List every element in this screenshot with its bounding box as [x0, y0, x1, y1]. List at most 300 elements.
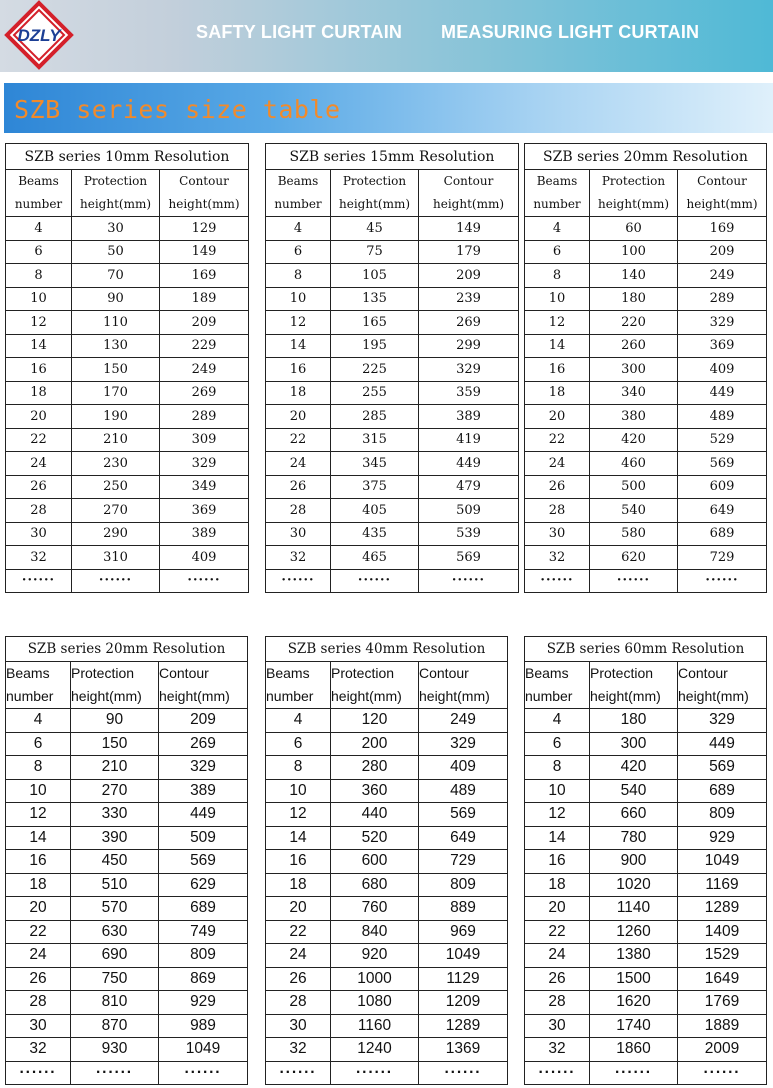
- table-cell: 1369: [419, 1038, 508, 1062]
- size-table-6: [524, 636, 767, 1085]
- table-cell: 180: [590, 709, 678, 733]
- table-row: [525, 803, 767, 827]
- table-row: [266, 1038, 508, 1062]
- table-cell: 690: [71, 944, 159, 968]
- table-cell: 45: [331, 217, 419, 241]
- table-cell: 30: [266, 1014, 331, 1038]
- table-cell: 28: [266, 991, 331, 1015]
- table-cell: 225: [331, 358, 419, 382]
- table-cell: 14: [6, 826, 71, 850]
- table-cell: 6: [6, 240, 72, 264]
- table-cell: 435: [331, 522, 419, 546]
- table-row: [266, 264, 519, 288]
- table-cell: 26: [525, 475, 590, 499]
- table-row: [525, 452, 767, 476]
- table-cell: 209: [160, 311, 249, 335]
- table-cell: 18: [525, 873, 590, 897]
- table-row: [266, 709, 508, 733]
- ellipsis-cell: ······: [72, 569, 160, 593]
- table-cell: 4: [525, 217, 590, 241]
- table-cell: 20: [266, 897, 331, 921]
- column-header-line: height(mm): [432, 197, 505, 211]
- table-cell: 32: [6, 1038, 71, 1062]
- table-cell: 440: [331, 803, 419, 827]
- table-cell: 269: [160, 381, 249, 405]
- column-header: [419, 170, 519, 217]
- ellipsis-cell: ······: [6, 569, 72, 593]
- table-cell: 369: [160, 499, 249, 523]
- column-header-line: number: [14, 197, 63, 211]
- table-cell: 209: [678, 240, 767, 264]
- column-header-line: Beams: [266, 665, 310, 681]
- table-cell: 16: [525, 358, 590, 382]
- table-cell: 8: [266, 756, 331, 780]
- table-row: [266, 522, 519, 546]
- table-cell: 16: [525, 850, 590, 874]
- table-cell: 100: [590, 240, 678, 264]
- ellipsis-cell: ······: [678, 569, 767, 593]
- table-cell: 8: [6, 756, 71, 780]
- table-header-row: [266, 170, 519, 217]
- table-cell: 509: [159, 826, 248, 850]
- table-cell: 4: [6, 709, 71, 733]
- table-cell: 1169: [678, 873, 767, 897]
- table-cell: 329: [419, 358, 519, 382]
- column-header: [525, 170, 590, 217]
- table-cell: 24: [6, 452, 72, 476]
- column-header-line: height(mm): [159, 688, 230, 704]
- column-header-line: Protection: [342, 174, 407, 188]
- table-row: [266, 452, 519, 476]
- table-cell: 750: [71, 967, 159, 991]
- table-row: [525, 311, 767, 335]
- column-header-line: number: [274, 197, 322, 211]
- size-table-2: [265, 143, 519, 593]
- table-cell: 1289: [678, 897, 767, 921]
- table-cell: 570: [71, 897, 159, 921]
- table-title-row: [525, 637, 767, 662]
- column-header: [6, 170, 72, 217]
- table-row: [6, 826, 248, 850]
- table-cell: 105: [331, 264, 419, 288]
- table-cell: 309: [160, 428, 249, 452]
- table-cell: 16: [266, 358, 331, 382]
- table-title-row: [266, 144, 519, 170]
- table-row: [6, 217, 249, 241]
- table-row: [6, 522, 249, 546]
- ellipsis-cell: ······: [6, 1061, 71, 1085]
- table-cell: 32: [266, 546, 331, 570]
- table-cell: 649: [419, 826, 508, 850]
- table-cell: 28: [6, 991, 71, 1015]
- column-header: [419, 662, 508, 709]
- table-cell: 929: [159, 991, 248, 1015]
- table-row: [6, 967, 248, 991]
- table-cell: 195: [331, 334, 419, 358]
- table-cell: 22: [266, 428, 331, 452]
- table-cell: 150: [72, 358, 160, 382]
- table-cell: 10: [525, 779, 590, 803]
- column-header: [678, 662, 767, 709]
- ellipsis-cell: ······: [590, 1061, 678, 1085]
- table-cell: 930: [71, 1038, 159, 1062]
- table-cell: 329: [678, 311, 767, 335]
- table-row: [6, 1038, 248, 1062]
- table-continuation-row: [525, 569, 767, 593]
- table-row: [266, 732, 508, 756]
- column-header: [159, 662, 248, 709]
- table-row: [266, 405, 519, 429]
- table-cell: 30: [6, 522, 72, 546]
- table-cell: 329: [159, 756, 248, 780]
- table-cell: 840: [331, 920, 419, 944]
- table-row: [6, 991, 248, 1015]
- table-cell: 630: [71, 920, 159, 944]
- table-title-row: [6, 637, 248, 662]
- table-row: [525, 405, 767, 429]
- table-cell: 869: [159, 967, 248, 991]
- table-row: [266, 897, 508, 921]
- table-cell: 30: [525, 1014, 590, 1038]
- table-cell: 1860: [590, 1038, 678, 1062]
- table-row: [266, 920, 508, 944]
- table-row: [6, 944, 248, 968]
- table-header-row: [525, 662, 767, 709]
- column-header: [72, 170, 160, 217]
- table-row: [525, 264, 767, 288]
- table-cell: 189: [160, 287, 249, 311]
- table-row: [6, 240, 249, 264]
- table-cell: 20: [525, 897, 590, 921]
- table-cell: 920: [331, 944, 419, 968]
- table-cell: 340: [590, 381, 678, 405]
- table-title-row: [525, 144, 767, 170]
- ellipsis-cell: ······: [160, 569, 249, 593]
- table-row: [266, 240, 519, 264]
- table-cell: 1080: [331, 991, 419, 1015]
- nav-safety-light-curtain[interactable]: SAFTY LIGHT CURTAIN: [196, 22, 403, 42]
- table-cell: 1020: [590, 873, 678, 897]
- table-cell: 1889: [678, 1014, 767, 1038]
- table-cell: 12: [525, 311, 590, 335]
- table-cell: 10: [6, 779, 71, 803]
- table-row: [266, 1014, 508, 1038]
- table-cell: 345: [331, 452, 419, 476]
- table-cell: 689: [159, 897, 248, 921]
- table-cell: 620: [590, 546, 678, 570]
- table-cell: 780: [590, 826, 678, 850]
- table-cell: 270: [72, 499, 160, 523]
- table-row: [6, 897, 248, 921]
- ellipsis-cell: ······: [71, 1061, 159, 1085]
- table-cell: 22: [6, 920, 71, 944]
- table-cell: 1649: [678, 967, 767, 991]
- table-row: [266, 358, 519, 382]
- column-header: [590, 170, 678, 217]
- table-cell: 200: [331, 732, 419, 756]
- table-cell: 809: [419, 873, 508, 897]
- column-header-line: height(mm): [597, 197, 670, 211]
- table-cell: 20: [266, 405, 331, 429]
- table-cell: 14: [6, 334, 72, 358]
- table-cell: 28: [525, 499, 590, 523]
- table-row: [525, 217, 767, 241]
- table-cell: 360: [331, 779, 419, 803]
- table-row: [266, 826, 508, 850]
- column-header: [678, 170, 767, 217]
- table-cell: 900: [590, 850, 678, 874]
- table-cell: 540: [590, 499, 678, 523]
- column-header-line: height(mm): [686, 197, 758, 211]
- table-cell: 18: [266, 381, 331, 405]
- column-header-line: height(mm): [678, 688, 749, 704]
- table-cell: 22: [525, 428, 590, 452]
- table-row: [525, 475, 767, 499]
- table-row: [266, 803, 508, 827]
- nav-measuring-light-curtain[interactable]: MEASURING LIGHT CURTAIN: [441, 22, 700, 42]
- table-title-row: [266, 637, 508, 662]
- column-header: [6, 662, 71, 709]
- table-cell: 150: [71, 732, 159, 756]
- column-header-line: number: [266, 688, 314, 704]
- table-cell: 30: [72, 217, 160, 241]
- table-cell: 250: [72, 475, 160, 499]
- table-cell: 389: [160, 522, 249, 546]
- table-cell: 870: [71, 1014, 159, 1038]
- column-header-line: Protection: [590, 665, 654, 681]
- column-header-line: Contour: [697, 174, 747, 188]
- table-cell: 419: [419, 428, 519, 452]
- table-cell: 149: [419, 217, 519, 241]
- table-cell: 1129: [419, 967, 508, 991]
- ellipsis-cell: ······: [678, 1061, 767, 1085]
- column-header-line: height(mm): [338, 197, 411, 211]
- table-cell: 409: [160, 546, 249, 570]
- table-cell: 12: [6, 803, 71, 827]
- column-header-line: Contour: [443, 174, 494, 188]
- table-cell: 20: [6, 897, 71, 921]
- table-row: [6, 499, 249, 523]
- table-row: [525, 522, 767, 546]
- table-cell: 729: [419, 850, 508, 874]
- table-cell: 359: [419, 381, 519, 405]
- table-cell: 349: [160, 475, 249, 499]
- table-cell: 4: [6, 217, 72, 241]
- column-header-line: Beams: [277, 174, 319, 188]
- table-cell: 569: [678, 452, 767, 476]
- table-cell: 330: [71, 803, 159, 827]
- column-header-line: Protection: [601, 174, 666, 188]
- table-cell: 1380: [590, 944, 678, 968]
- table-cell: 135: [331, 287, 419, 311]
- table-cell: 22: [525, 920, 590, 944]
- table-cell: 140: [590, 264, 678, 288]
- table-cell: 32: [525, 546, 590, 570]
- section-banner: [4, 83, 773, 133]
- table-cell: 1529: [678, 944, 767, 968]
- column-header: [331, 662, 419, 709]
- table-row: [6, 546, 249, 570]
- size-table-1: [5, 143, 249, 593]
- table-row: [266, 944, 508, 968]
- column-header: [266, 170, 331, 217]
- size-table-3: [524, 143, 767, 593]
- table-row: [525, 967, 767, 991]
- table-cell: 229: [160, 334, 249, 358]
- table-cell: 1240: [331, 1038, 419, 1062]
- table-cell: 24: [525, 944, 590, 968]
- table-cell: 26: [6, 967, 71, 991]
- table-row: [525, 1038, 767, 1062]
- table-cell: 70: [72, 264, 160, 288]
- table-cell: 30: [266, 522, 331, 546]
- table-cell: 4: [266, 709, 331, 733]
- table-cell: 24: [266, 452, 331, 476]
- table-cell: 90: [71, 709, 159, 733]
- table-cell: 26: [266, 967, 331, 991]
- table-cell: 20: [525, 405, 590, 429]
- table-cell: 32: [266, 1038, 331, 1062]
- table-cell: 1049: [419, 944, 508, 968]
- column-header-line: Contour: [678, 665, 728, 681]
- table-cell: 689: [678, 522, 767, 546]
- table-cell: 12: [266, 311, 331, 335]
- table-continuation-row: [6, 569, 249, 593]
- table-cell: 315: [331, 428, 419, 452]
- table-continuation-row: [266, 1061, 508, 1085]
- column-header-line: Beams: [18, 174, 59, 188]
- table-cell: 170: [72, 381, 160, 405]
- table-cell: 1049: [678, 850, 767, 874]
- table-cell: 489: [419, 779, 508, 803]
- table-cell: 24: [6, 944, 71, 968]
- table-row: [525, 944, 767, 968]
- table-cell: 12: [525, 803, 590, 827]
- table-row: [6, 381, 249, 405]
- column-header-line: number: [533, 197, 581, 211]
- table-cell: 405: [331, 499, 419, 523]
- ellipsis-cell: ······: [419, 569, 519, 593]
- table-cell: 569: [419, 803, 508, 827]
- table-cell: 689: [678, 779, 767, 803]
- table-cell: 6: [266, 240, 331, 264]
- table-cell: 16: [6, 850, 71, 874]
- column-header-line: height(mm): [168, 197, 240, 211]
- table-cell: 929: [678, 826, 767, 850]
- table-cell: 270: [71, 779, 159, 803]
- table-cell: 10: [525, 287, 590, 311]
- table-header-row: [525, 170, 767, 217]
- table-cell: 289: [160, 405, 249, 429]
- table-row: [525, 756, 767, 780]
- table-cell: 26: [6, 475, 72, 499]
- table-cell: 165: [331, 311, 419, 335]
- table-cell: 375: [331, 475, 419, 499]
- table-cell: 10: [266, 779, 331, 803]
- size-table-4: [5, 636, 248, 1085]
- table-cell: 510: [71, 873, 159, 897]
- table-title: SZB series 10mm Resolution: [6, 144, 249, 170]
- table-cell: 539: [419, 522, 519, 546]
- table-cell: 8: [525, 756, 590, 780]
- table-cell: 380: [590, 405, 678, 429]
- table-title-row: [6, 144, 249, 170]
- table-row: [6, 287, 249, 311]
- table-cell: 14: [266, 826, 331, 850]
- table-cell: 10: [6, 287, 72, 311]
- table-header-row: [6, 170, 249, 217]
- table-cell: 500: [590, 475, 678, 499]
- table-cell: 449: [678, 381, 767, 405]
- table-cell: 6: [266, 732, 331, 756]
- column-header-line: number: [525, 688, 573, 704]
- table-row: [266, 546, 519, 570]
- table-cell: 269: [419, 311, 519, 335]
- table-cell: 239: [419, 287, 519, 311]
- table-title: SZB series 40mm Resolution: [266, 637, 508, 662]
- table-cell: 269: [159, 732, 248, 756]
- table-row: [266, 850, 508, 874]
- table-cell: 180: [590, 287, 678, 311]
- table-row: [525, 1014, 767, 1038]
- table-row: [525, 873, 767, 897]
- table-cell: 255: [331, 381, 419, 405]
- table-cell: 810: [71, 991, 159, 1015]
- table-row: [525, 546, 767, 570]
- table-cell: 889: [419, 897, 508, 921]
- table-row: [525, 381, 767, 405]
- column-header-line: number: [6, 688, 54, 704]
- table-row: [6, 756, 248, 780]
- table-row: [6, 779, 248, 803]
- table-cell: 8: [6, 264, 72, 288]
- column-header-line: height(mm): [79, 197, 152, 211]
- table-row: [525, 287, 767, 311]
- site-header: [0, 0, 773, 72]
- table-cell: 2009: [678, 1038, 767, 1062]
- table-cell: 509: [419, 499, 519, 523]
- table-cell: 680: [331, 873, 419, 897]
- table-cell: 300: [590, 358, 678, 382]
- column-header-line: height(mm): [331, 688, 402, 704]
- column-header: [590, 662, 678, 709]
- table-row: [266, 499, 519, 523]
- table-row: [525, 499, 767, 523]
- table-cell: 60: [590, 217, 678, 241]
- column-header: [331, 170, 419, 217]
- table-row: [266, 873, 508, 897]
- table-cell: 420: [590, 756, 678, 780]
- table-cell: 8: [525, 264, 590, 288]
- table-cell: 18: [266, 873, 331, 897]
- column-header-line: Beams: [525, 665, 569, 681]
- table-row: [525, 240, 767, 264]
- table-cell: 75: [331, 240, 419, 264]
- table-row: [266, 428, 519, 452]
- table-row: [6, 803, 248, 827]
- table-row: [6, 920, 248, 944]
- table-cell: 540: [590, 779, 678, 803]
- table-cell: 729: [678, 546, 767, 570]
- table-cell: 420: [590, 428, 678, 452]
- table-cell: 660: [590, 803, 678, 827]
- table-cell: 220: [590, 311, 678, 335]
- table-title: SZB series 15mm Resolution: [266, 144, 519, 170]
- table-cell: 249: [160, 358, 249, 382]
- table-row: [6, 475, 249, 499]
- table-cell: 299: [419, 334, 519, 358]
- table-row: [6, 428, 249, 452]
